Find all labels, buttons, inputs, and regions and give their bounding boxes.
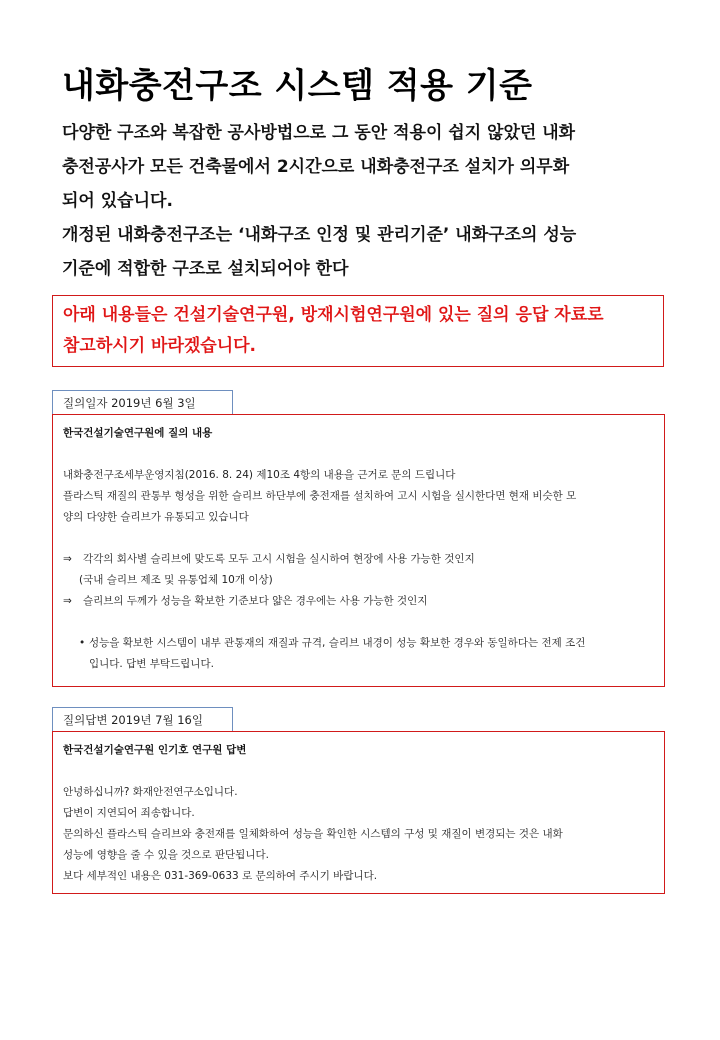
spacer: [63, 528, 654, 549]
question-date-tag: 질의일자 2019년 6월 3일: [52, 390, 233, 415]
arrow-item-subtext: (국내 슬리브 제조 및 유통업체 10개 이상): [79, 574, 273, 586]
spacer: [63, 612, 654, 633]
note-line: 입니다. 답변 부탁드립니다.: [89, 658, 214, 670]
page-title: 내화충전구조 시스템 적용 기준: [62, 66, 533, 106]
answer-line: 성능에 영향을 줄 수 있을 것으로 판단됩니다.: [63, 849, 269, 861]
question-line: 내화충전구조세부운영지침(2016. 8. 24) 제10조 4항의 내용을 근거로 문의 드립니다: [63, 469, 456, 481]
arrow-item-text: 각각의 회사별 슬리브에 맞도록 모두 고시 시험을 실시하여 현장에 사용 가능한 것인지: [83, 553, 475, 565]
notice-line: 참고하시기 바라겠습니다.: [63, 336, 257, 356]
intro-line: 충전공사가 모든 건축물에서 2시간으로 내화충전구조 설치가 의무화: [62, 157, 570, 177]
answer-line: 문의하신 플라스틱 슬리브와 충전재를 일체화하여 성능을 확인한 시스템의 구성 및 재질이 변경되는 것은 내화: [63, 828, 563, 840]
question-line: 양의 다양한 슬리브가 유통되고 있습니다: [63, 511, 249, 523]
answer-line: 안녕하십니까? 화재안전연구소입니다.: [63, 786, 238, 798]
arrow-icon: ⇒: [63, 595, 72, 607]
arrow-icon: ⇒: [63, 553, 72, 565]
question-arrow-item: [63, 549, 654, 570]
intro-text: [62, 116, 682, 286]
bullet-icon: •: [79, 637, 86, 649]
notice-line: 아래 내용들은 건설기술연구원, 방재시험연구원에 있는 질의 응답 자료로: [63, 305, 604, 325]
answer-heading: 한국건설기술연구원 인기호 연구원 답변: [63, 744, 247, 756]
intro-line: 다양한 구조와 복잡한 공사방법으로 그 동안 적용이 쉽지 않았던 내화: [62, 123, 576, 143]
intro-line: 되어 있습니다.: [62, 191, 173, 211]
answer-line: 보다 세부적인 내용은 031-369-0633 로 문의하여 주시기 바랍니다.: [63, 870, 378, 882]
question-line: 플라스틱 재질의 관통부 형성을 위한 슬리브 하단부에 충전재를 설치하여 고시 시험을 실시한다면 현재 비슷한 모: [63, 490, 577, 502]
arrow-item-text: 슬리브의 두께가 성능을 확보한 기준보다 얇은 경우에는 사용 가능한 것인지: [83, 595, 428, 607]
spacer: [63, 444, 654, 465]
note-line: 성능을 확보한 시스템이 내부 관통재의 재질과 규격, 슬리브 내경이 성능 확보한 경우와 동일하다는 전제 조건: [89, 637, 586, 649]
notice-box: [52, 295, 664, 367]
answer-date-tag: 질의답변 2019년 7월 16일: [52, 707, 233, 732]
question-box: [52, 414, 665, 687]
question-heading: 한국건설기술연구원에 질의 내용: [63, 427, 213, 439]
intro-line: 기준에 적합한 구조로 설치되어야 한다: [62, 259, 349, 279]
question-arrow-item: [63, 591, 654, 612]
answer-line: 답변이 지연되어 죄송합니다.: [63, 807, 195, 819]
spacer: [63, 761, 654, 782]
intro-line: 개정된 내화충전구조는 ‘내화구조 인정 및 관리기준’ 내화구조의 성능: [62, 225, 577, 245]
answer-box: [52, 731, 665, 894]
question-note: [63, 633, 654, 675]
